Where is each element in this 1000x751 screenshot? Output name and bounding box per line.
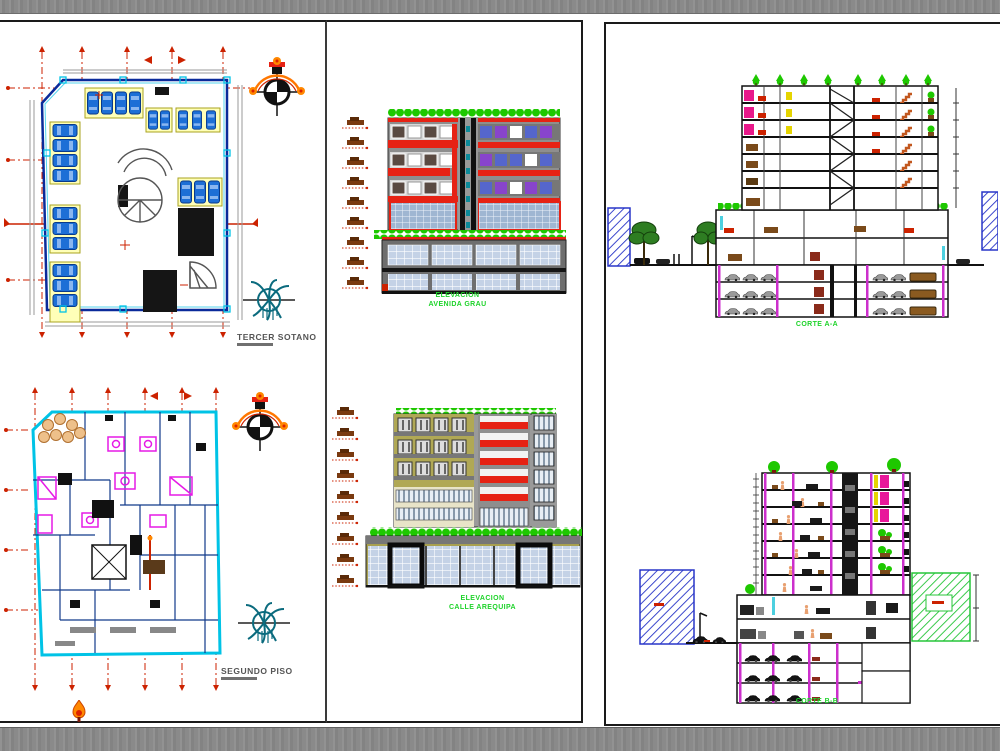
section-label-corte-aa [762,320,872,329]
corte-b-b-drawing [604,445,998,707]
elevation-label-line2: CALLE AREQUIPA [448,604,517,612]
neighbor-volume-green [912,573,970,641]
plant-icon [238,603,290,643]
elevation-label-line1: ELEVACION [435,292,480,299]
section-label-corte-bb [762,697,872,706]
plan-label-tercer-sotano [237,332,317,346]
roof-garden [752,74,932,86]
bottom-gray-bar [0,727,1000,751]
north-arrow-icon [232,392,288,451]
elevation-label-line1: ELEVACION [460,595,505,602]
building-elevation [366,408,582,588]
street-tree-icon [629,222,659,265]
top-gray-bar [0,0,1000,14]
building-section [716,74,959,317]
plan-label-text: SEGUNDO PISO [221,666,293,676]
dimension-line [973,575,979,641]
corte-a-a-drawing [604,58,998,330]
floor-outline [33,412,220,655]
plant-icon [243,280,295,320]
neighbor-volume-blue [640,570,694,644]
label-underline [221,677,257,680]
level-markers [332,407,358,587]
building-elevation [374,109,566,294]
dimension-line [953,88,959,208]
elevation-label-avenida-grau [395,291,520,309]
stair-ticks [753,473,759,595]
light-well [92,545,126,579]
neighbor-wall-hatch [608,208,630,266]
plan-label-segundo-piso [221,666,293,680]
plan-label-text: TERCER SOTANO [237,332,317,342]
section-label-text: CORTE B-B [795,698,839,705]
flame-icon [70,700,88,722]
roof-trees [768,458,901,473]
north-arrow-icon [249,57,305,116]
elevacion-avenida-grau-drawing [332,90,582,295]
label-underline [237,343,273,346]
level-markers [342,117,368,289]
elevacion-calle-arequipa-drawing [330,402,582,594]
elevation-label-calle-arequipa [420,594,545,612]
building-section [737,458,910,703]
elevation-label-line2: AVENIDA GRAU [428,301,487,309]
section-label-text: CORTE A-A [795,321,839,328]
neighbor-wall-hatch [982,192,998,250]
